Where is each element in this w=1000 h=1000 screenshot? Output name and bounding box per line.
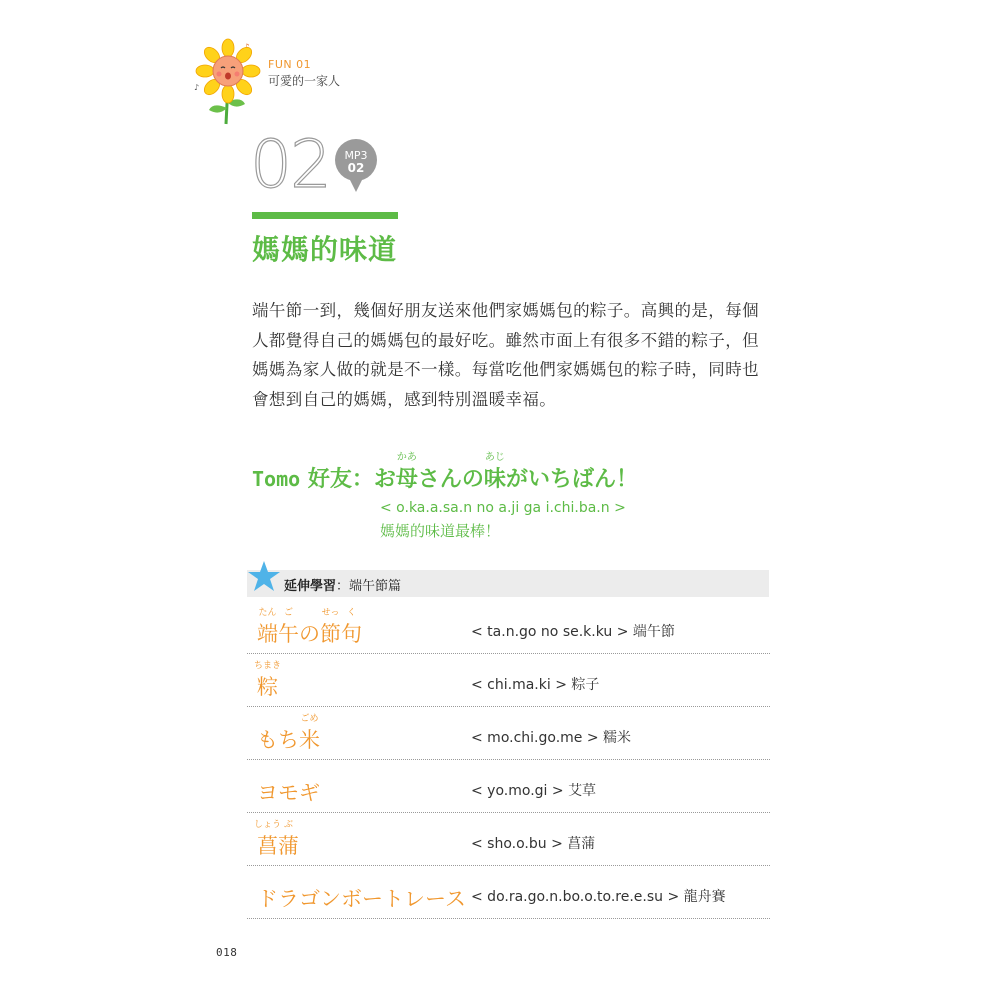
extension-label-bold: 延伸學習 [284, 579, 337, 594]
vocab-romaji-meaning [471, 727, 631, 747]
phrase-romaji: < o.ka.a.sa.n no a.ji ga i.chi.ba.n > [380, 500, 626, 516]
vocab-word-part: く 句 [341, 618, 362, 648]
vocab-meaning: 糯米 [603, 730, 632, 746]
vocab-word [253, 661, 281, 701]
vocab-romaji: < sho.o.bu > [471, 836, 563, 852]
phrase-kanji1-reading: かあ [396, 452, 417, 463]
vocab-word [253, 820, 299, 860]
vocab-romaji-meaning [471, 780, 596, 800]
lesson-paragraph: 端午節一到，幾個好朋友送來他們家媽媽包的粽子。高興的是，每個人都覺得自己的媽媽包的最好吃。雖然市面上有很多不錯的粽子，但媽媽為家人做的就是不一樣。每當吃他們家媽媽包的粽子時，同時也會想到自己的媽媽，感到特別溫暖幸福。 [252, 301, 759, 409]
vocab-word-part: せっ 節 [320, 618, 341, 648]
vocab-romaji: < mo.chi.go.me > [471, 730, 599, 746]
vocab-word [257, 608, 362, 648]
vocab-romaji-meaning [471, 833, 595, 853]
lesson-number: 02 [250, 126, 330, 203]
extension-label [284, 575, 401, 594]
vocab-word-part: ドラゴンボートレース [257, 887, 466, 911]
lesson-title: 媽媽的味道 [252, 233, 398, 266]
phrase-speaker: Tomo [252, 467, 301, 491]
vocab-meaning: 端午節 [632, 624, 675, 640]
vocab-row [247, 600, 770, 654]
vocab-word-reading: せっ [321, 608, 340, 618]
vocab-word [257, 883, 466, 913]
sunflower-mascot-icon [192, 38, 264, 126]
phrase-part2: さんの [417, 467, 484, 492]
vocab-word-reading: しょう [253, 820, 281, 830]
vocab-word-part: ちまき 粽 [257, 671, 278, 701]
vocab-word-part: ヨモギ [257, 781, 320, 805]
vocab-romaji: < chi.ma.ki > [471, 677, 567, 693]
vocab-word-part: の [299, 622, 320, 646]
svg-text:♪: ♪ [194, 83, 200, 92]
vocab-word-reading: たん [258, 608, 277, 618]
extension-colon: ： [336, 579, 350, 594]
vocab-word-reading: ごめ [300, 714, 319, 724]
chapter-number: FUN 01 [268, 58, 312, 71]
vocab-row [247, 812, 770, 866]
vocab-word-reading: ご [283, 608, 293, 618]
phrase-meaning: 媽媽的味道最棒！ [380, 522, 501, 540]
mp3-track-number: 02 [347, 161, 365, 175]
vocab-row [247, 706, 770, 760]
phrase-part3: がいちばん！ [505, 467, 638, 492]
vocab-meaning: 菖蒲 [567, 836, 596, 852]
vocab-word-reading: ちまき [253, 661, 281, 671]
vocab-word-part: ごめ 米 [299, 724, 320, 754]
vocab-romaji-meaning [471, 621, 675, 641]
page-number: 018 [216, 946, 238, 959]
vocab-romaji: < yo.mo.gi > [471, 783, 564, 799]
chapter-title: 可愛的一家人 [268, 74, 341, 88]
vocab-romaji-meaning [471, 674, 599, 694]
vocab-meaning: 粽子 [571, 677, 600, 693]
phrase-colon: ： [351, 467, 374, 492]
main-phrase [252, 452, 638, 493]
vocab-meaning: 艾草 [568, 783, 597, 799]
phrase-kanji1: かあ 母 [396, 462, 418, 493]
phrase-speaker-role: 好友 [307, 467, 352, 492]
phrase-kanji2-reading: あじ [484, 452, 505, 463]
extension-topic: 端午節篇 [349, 579, 402, 594]
vocab-row [247, 759, 770, 813]
vocab-word-reading: ぶ [283, 820, 293, 830]
vocab-romaji-meaning [471, 886, 726, 906]
vocab-word [257, 714, 320, 754]
vocab-word-part: ご 午 [278, 618, 299, 648]
star-icon [247, 560, 281, 594]
mp3-label: MP3 [344, 149, 368, 162]
vocab-meaning: 龍舟賽 [683, 889, 726, 905]
phrase-part1: お [373, 467, 396, 492]
phrase-kanji2: あじ 味 [484, 462, 506, 493]
vocab-romaji: < ta.n.go no se.k.ku > [471, 624, 629, 640]
vocab-romaji: < do.ra.go.n.bo.o.to.re.e.su > [471, 889, 680, 905]
vocab-word-part: たん 端 [257, 618, 278, 648]
vocab-row [247, 653, 770, 707]
title-accent-bar [252, 212, 398, 219]
vocab-word-part: ぶ 蒲 [278, 830, 299, 860]
vocab-word-reading: く [346, 608, 356, 618]
vocab-row [247, 865, 770, 919]
vocab-word [257, 777, 320, 807]
vocab-word-part: しょう 菖 [257, 830, 278, 860]
vocab-word-part: もち [257, 728, 299, 752]
